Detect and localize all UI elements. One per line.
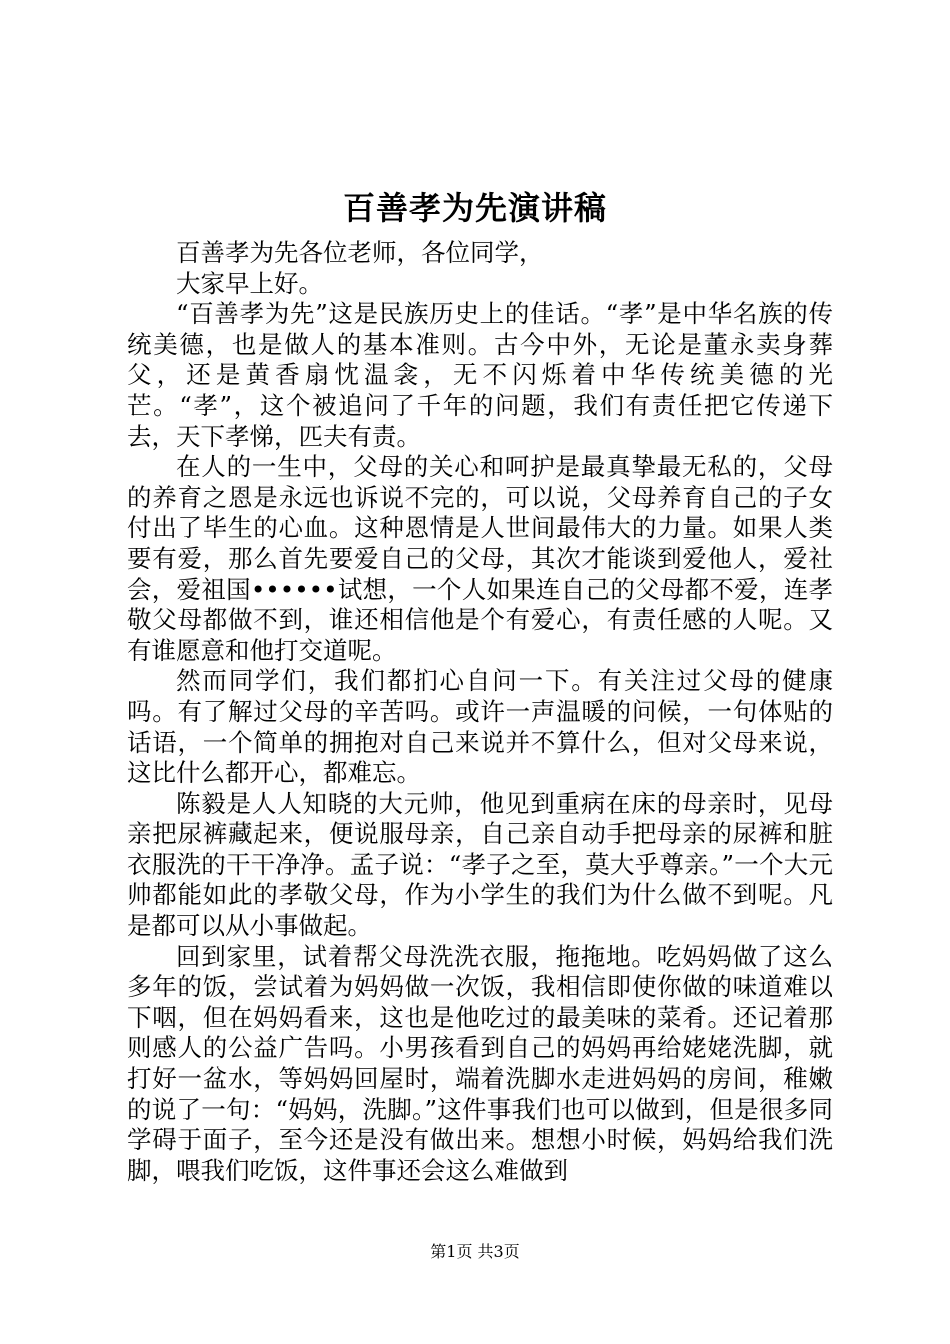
paragraph: 百善孝为先各位老师，各位同学，: [176, 238, 544, 267]
paragraph: 大家早上好。: [176, 268, 323, 298]
document-body: [127, 238, 833, 1186]
paragraph: 在人的一生中，父母的关心和呵护是最真挚最无私的，父母的养育之恩是永远也诉说不完的，可以说，父母养育自己的子女付出了毕生的心血。这种恩情是人世间最伟大的力量。如果人类要有爱，那么首先要爱自己的父母，其次才能谈到爱他人，爱社会，爱祖国••••••试想，一个人如果连自己的父母都不爱，连孝敬父母都做不到，谁还相信他是个有爱心，有责任感的人呢。又有谁愿意和他打交道呢。: [127, 452, 833, 665]
page-footer: 第1页 共3页: [430, 1242, 520, 1261]
paragraph: 陈毅是人人知晓的大元帅，他见到重病在床的母亲时，见母亲把尿裤藏起来，便说服母亲，自己亲自动手把母亲的尿裤和脏衣服洗的干干净净。孟子说：“孝子之至，莫大乎尊亲。”一个大元帅都能如此的孝敬父母，作为小学生的我们为什么做不到呢。凡是都可以从小事做起。: [127, 788, 833, 941]
paragraph: “百善孝为先”这是民族历史上的佳话。“孝”是中华名族的传统美德，也是做人的基本准则。古今中外，无论是董永卖身葬父，还是黄香扇忱温衾，无不闪烁着中华传统美德的光芒。“孝”，这个被追问了千年的问题，我们有责任把它传递下去，天下孝悌，匹夫有责。: [127, 299, 833, 451]
paragraph: 然而同学们，我们都扪心自问一下。有关注过父母的健康吗。有了解过父母的辛苦吗。或许一声温暖的问候，一句体贴的话语，一个简单的拥抱对自己来说并不算什么，但对父母来说，这比什么都开心，都难忘。: [127, 666, 833, 788]
document-title: 百善孝为先演讲稿: [342, 189, 607, 227]
paragraph: 回到家里，试着帮父母洗洗衣服，拖拖地。吃妈妈做了这么多年的饭，尝试着为妈妈做一次饭，我相信即使你做的味道难以下咽，但在妈妈看来，这也是他吃过的最美味的菜肴。还记着那则感人的公益广告吗。小男孩看到自己的妈妈再给姥姥洗脚，就打好一盆水，等妈妈回屋时，端着洗脚水走进妈妈的房间，稚嫩的说了一句：“妈妈，洗脚。”这件事我们也可以做到，但是很多同学碍于面子，至今还是没有做出来。想想小时候，妈妈给我们洗脚，喂我们吃饭，这件事还会这么难做到: [127, 941, 833, 1185]
